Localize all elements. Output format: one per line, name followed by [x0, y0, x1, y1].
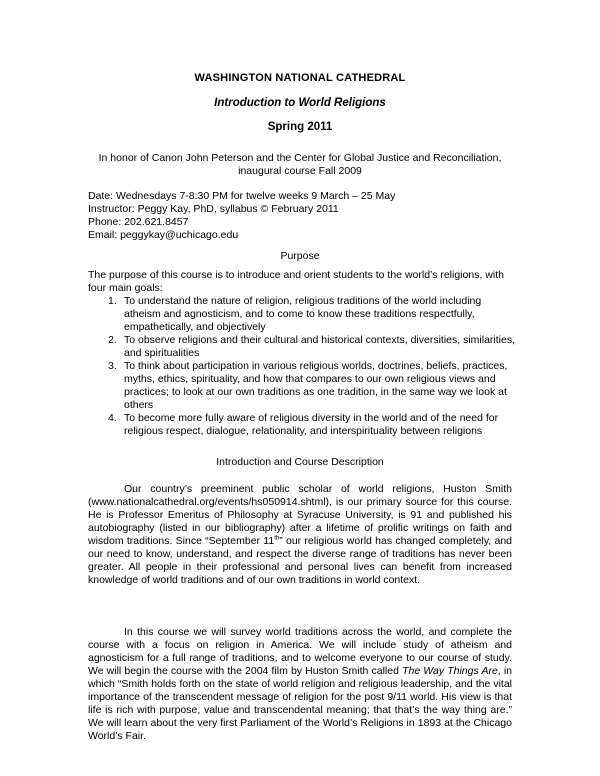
film-title: The Way Things Are [402, 665, 498, 677]
intro-paragraph-2 [88, 626, 512, 743]
paragraph-text: In this course we will survey world traditions across the world, and complete the course with a focus on religion in America. We will include study of atheism and agnosticism for a full range of traditions, and to welcome everyone to our course of study. We will begin the course with the 2004 film by Huston Smith called [88, 626, 512, 677]
institution-title: WASHINGTON NATIONAL CATHEDRAL [194, 72, 406, 84]
goal-number: 4. [108, 412, 117, 424]
course-phone: Phone: 202.621.8457 [88, 216, 189, 228]
purpose-heading: Purpose [280, 250, 320, 262]
paragraph-text: , in which “Smith holds forth on the state of world religion and religious leadership, and the vital importance of the transcendent message of religion for the post 9/11 world. His view is that life is rich with purpose, value and transcendental meaning; that that’s the way thing are.” We will learn about the very first Parliament of the World’s Religions in 1893 at the Chicago World’s Fair. [88, 665, 512, 742]
list-item [88, 334, 520, 360]
paragraph-text: ” our religious world has changed completely, and our need to know, understand, and respect the diverse range of traditions has never been greater. All people in their professional and personal lives can benefit from increased knowledge of world traditions and of our own traditions in world context. [88, 535, 512, 586]
paragraph-text: Our country’s preeminent public scholar of world religions, Huston Smith (www.nationalcathedral.org/events/hs050914.shtml), is our primary source for this course. He is Professor Emeritus of Philosophy at Syracuse University, is 91 and published his autobiography (listed in our bibliography) after a lifetime of prolific writings on faith and wisdom traditions. Since “September 11 [88, 483, 512, 547]
purpose-intro: The purpose of this course is to introduce and orient students to the world’s religions, with four main goals: [88, 269, 504, 294]
goal-number: 3. [108, 360, 117, 372]
goal-number: 1. [108, 295, 117, 307]
goal-text: To observe religions and their cultural and historical contexts, diversities, similarities, and spiritualities [124, 334, 516, 359]
goal-text: To become more fully aware of religious diversity in the world and of the need for religious respect, dialogue, relationality, and interspirituality between religions [124, 412, 499, 437]
list-item [88, 295, 520, 334]
honor-line: In honor of Canon John Peterson and the Center for Global Justice and Reconciliation, [98, 152, 502, 164]
course-email: Email: peggykay@uchicago.edu [88, 229, 239, 241]
intro-paragraph-1 [88, 483, 512, 587]
goal-number: 2. [108, 334, 117, 346]
list-item [88, 360, 520, 412]
goal-text: To think about participation in various religious worlds, doctrines, beliefs, practices, myths, ethics, spirituality, and how that compares to our own religious views and practices; to look at our own traditions as one tradition, in the same way we look at others [124, 360, 508, 411]
term-title: Spring 2011 [267, 121, 333, 133]
course-instructor: Instructor: Peggy Kay, PhD, syllabus © February 2011 [88, 203, 339, 215]
course-date: Date: Wednesdays 7-8:30 PM for twelve weeks 9 March – 25 May [88, 190, 396, 202]
intro-heading: Introduction and Course Description [216, 456, 384, 468]
honor-statement [60, 152, 540, 178]
honor-line: inaugural course Fall 2009 [238, 165, 362, 177]
course-title: Introduction to World Religions [214, 97, 386, 109]
superscript: th [274, 535, 280, 542]
goal-text: To understand the nature of religion, religious traditions of the world including atheism and agnosticism, and to come to know these traditions respectfully, empathetically, and objectively [124, 295, 482, 333]
goals-list [88, 295, 520, 438]
list-item [88, 412, 520, 438]
course-info [88, 190, 395, 242]
